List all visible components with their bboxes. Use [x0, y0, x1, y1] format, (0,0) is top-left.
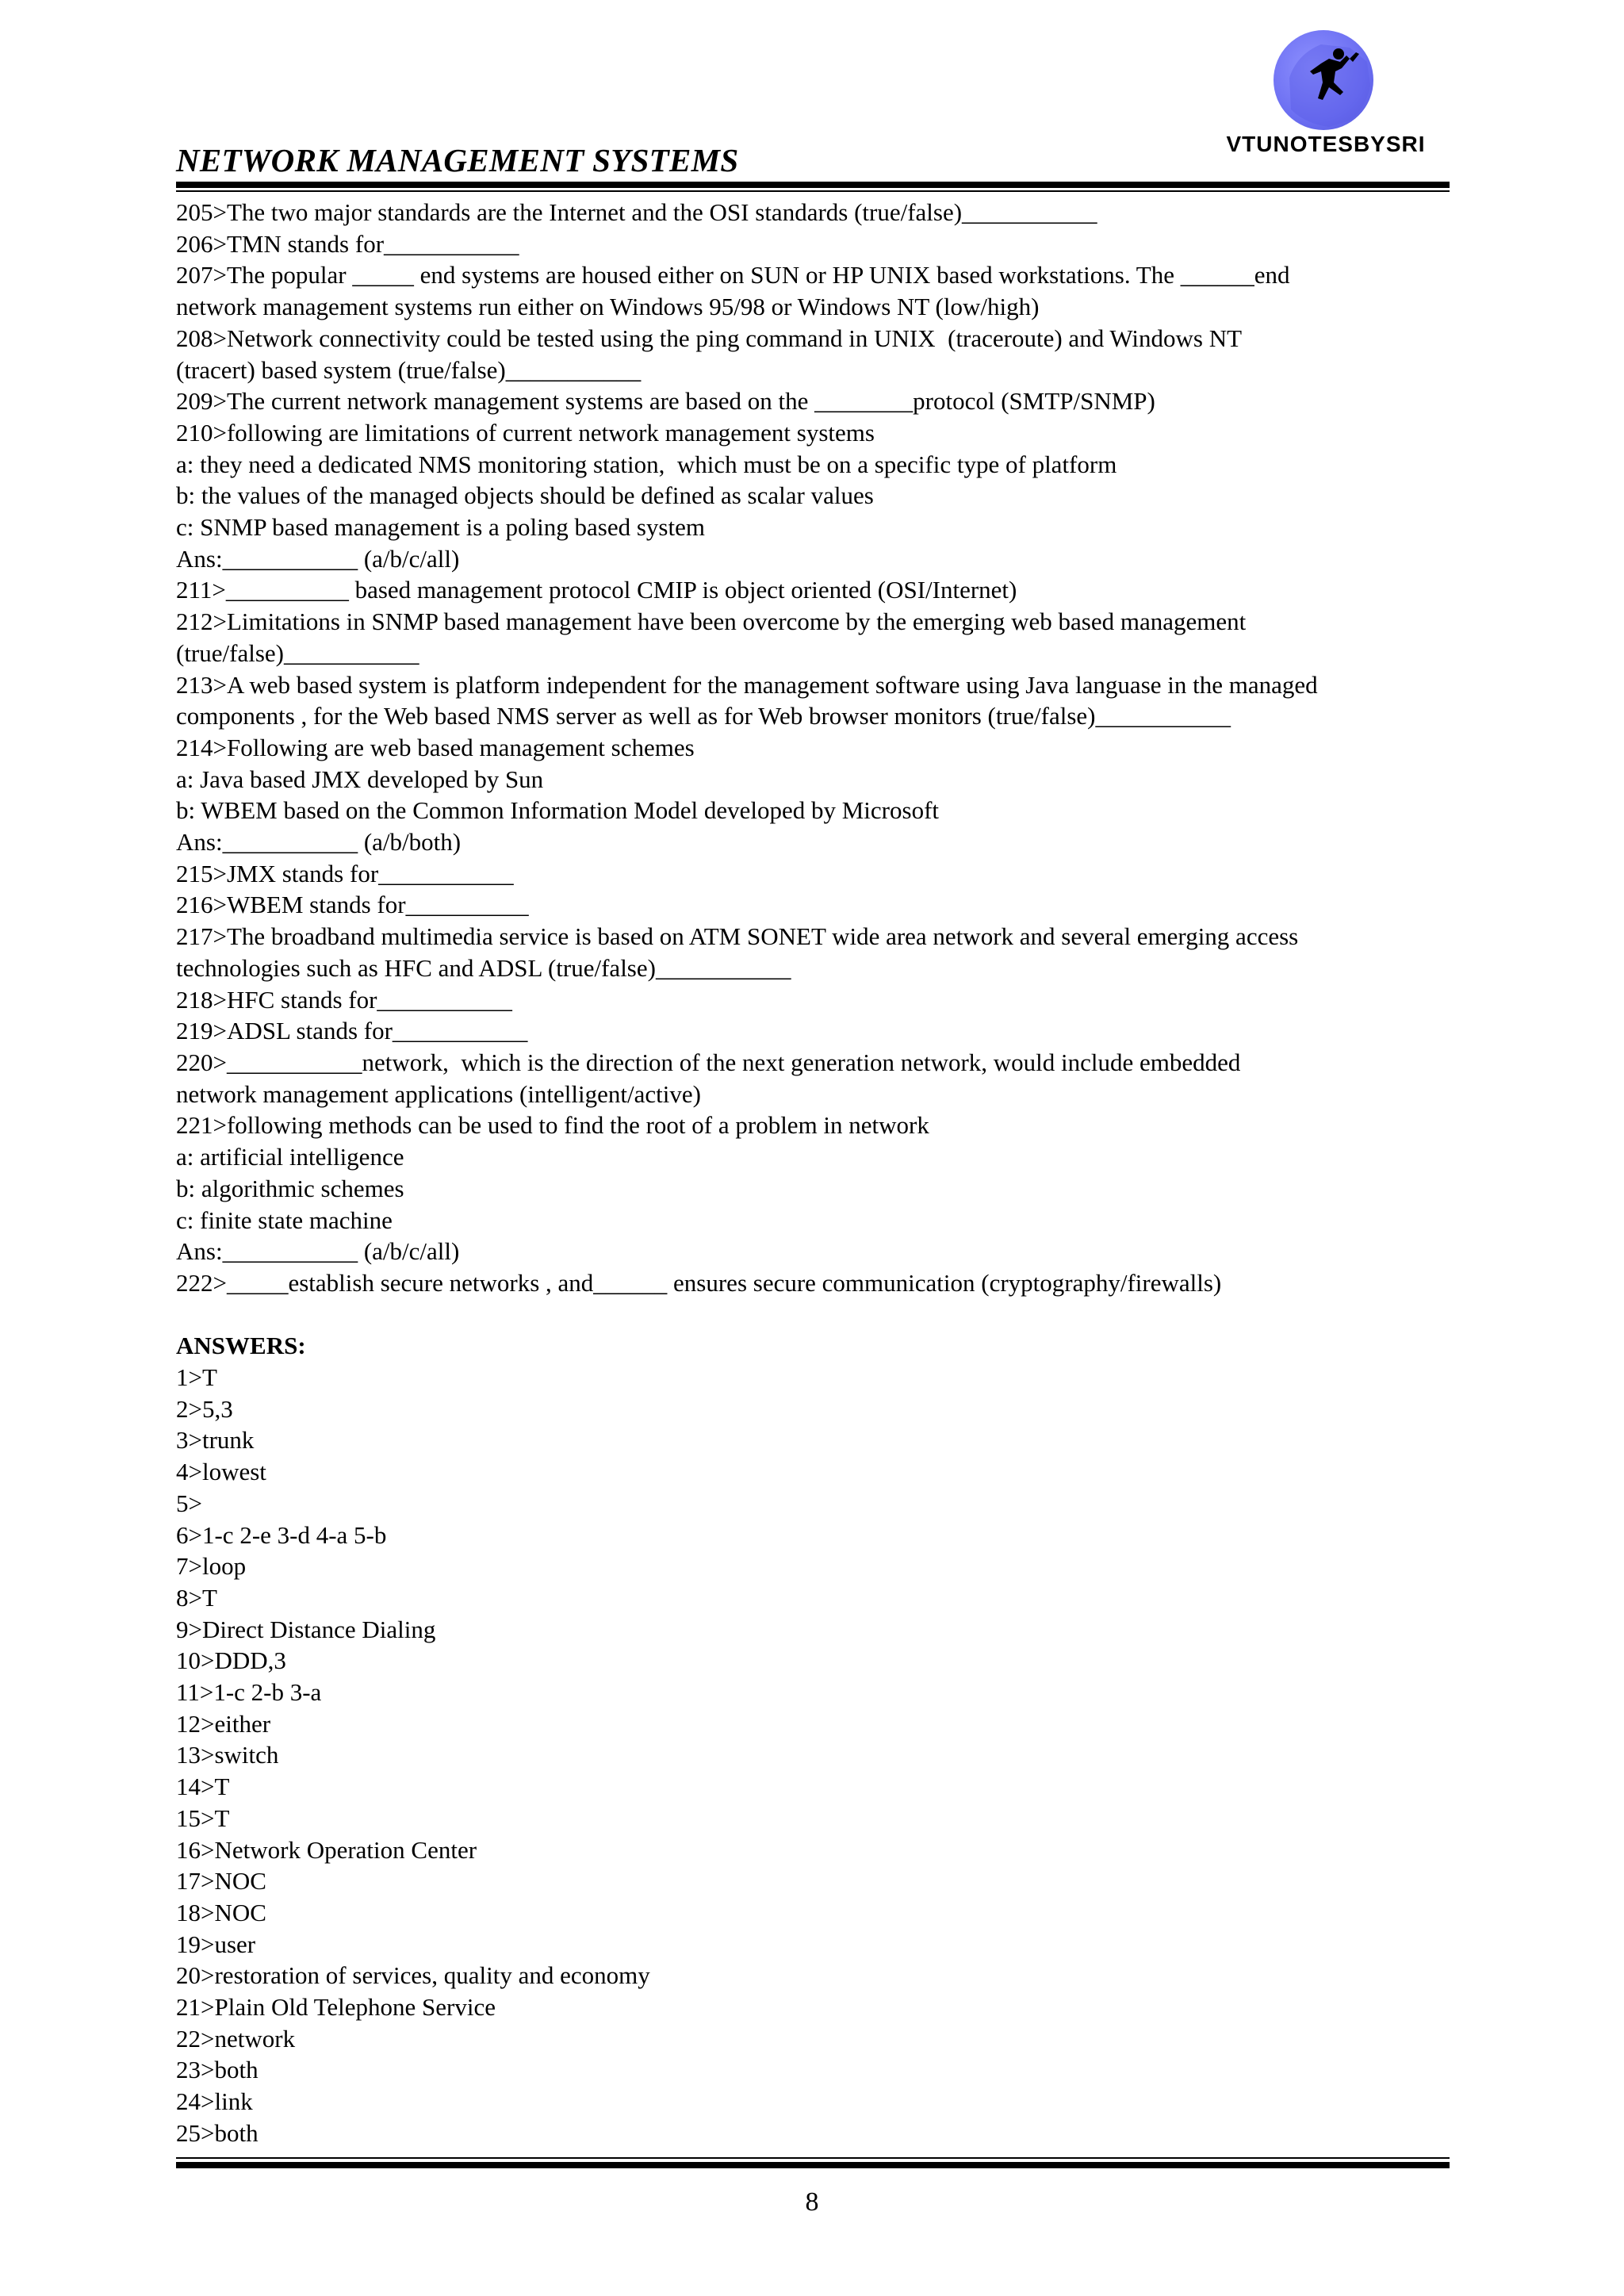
section-spacer — [176, 1299, 1450, 1331]
answer-line: 19>user — [176, 1930, 256, 1958]
question-line: Ans:___________ (a/b/both) — [176, 828, 462, 857]
question-line: 218>HFC stands for___________ — [176, 985, 512, 1014]
answer-line: 12>either — [176, 1709, 271, 1738]
question-line: a: artificial intelligence — [176, 1143, 404, 1171]
answer-line: 14>T — [176, 1773, 230, 1801]
question-line: Ans:___________ (a/b/c/all) — [176, 544, 460, 573]
logo-text: VTUNOTESBYSRI — [1226, 132, 1426, 156]
question-line: 206>TMN stands for___________ — [176, 229, 519, 258]
question-line: 213>A web based system is platform independent for the management software using Java languase in the managed — [176, 670, 1318, 699]
question-line: 205>The two major standards are the Internet and the OSI standards (true/false)___________ — [176, 198, 1097, 226]
answer-line: 4>lowest — [176, 1458, 266, 1486]
question-line: technologies such as HFC and ADSL (true/false)___________ — [176, 953, 791, 982]
answer-line: 3>trunk — [176, 1426, 255, 1455]
answer-line: 16>Network Operation Center — [176, 1835, 477, 1864]
answer-line: 10>DDD,3 — [176, 1646, 286, 1675]
answer-line: 2>5,3 — [176, 1394, 233, 1423]
page-content — [176, 197, 1450, 2149]
question-line: 214>Following are web based management schemes — [176, 733, 695, 761]
header-rule-thin — [176, 190, 1450, 192]
question-line: 221>following methods can be used to find the root of a problem in network — [176, 1111, 929, 1140]
question-line: 220>___________network, which is the direction of the next generation network, would include embedded — [176, 1048, 1241, 1076]
question-line: (tracert) based system (true/false)___________ — [176, 355, 642, 384]
question-line: 217>The broadband multimedia service is based on ATM SONET wide area network and several emerging access — [176, 922, 1299, 951]
question-line: 219>ADSL stands for___________ — [176, 1017, 528, 1045]
question-line: a: Java based JMX developed by Sun — [176, 765, 544, 793]
answer-line: 6>1-c 2-e 3-d 4-a 5-b — [176, 1520, 387, 1549]
answer-line: 7>loop — [176, 1552, 247, 1581]
question-line: b: the values of the managed objects should be defined as scalar values — [176, 481, 874, 510]
answer-line: 17>NOC — [176, 1867, 266, 1895]
answer-line: 24>link — [176, 2087, 253, 2116]
climber-icon — [1274, 30, 1373, 130]
question-line: c: SNMP based management is a poling based system — [176, 513, 705, 542]
answer-line: 9>Direct Distance Dialing — [176, 1615, 436, 1643]
answers-heading: ANSWERS: — [176, 1332, 306, 1360]
question-line: 207>The popular _____ end systems are housed either on SUN or HP UNIX based workstations. The ______end — [176, 261, 1290, 289]
question-line: components , for the Web based NMS server as well as for Web browser monitors (true/false)___________ — [176, 702, 1231, 730]
question-line: 216>WBEM stands for__________ — [176, 891, 529, 919]
logo-climber-icon — [1274, 30, 1373, 130]
answer-line: 13>switch — [176, 1741, 279, 1769]
question-line: 211>__________ based management protocol CMIP is object oriented (OSI/Internet) — [176, 576, 1017, 604]
question-line: 215>JMX stands for___________ — [176, 859, 514, 887]
question-list — [176, 197, 1450, 1299]
footer-rule-thick — [176, 2162, 1450, 2168]
answer-line: 8>T — [176, 1583, 217, 1612]
question-line: 210>following are limitations of current network management systems — [176, 418, 875, 447]
question-line: 222>_____establish secure networks , and______ ensures secure communication (cryptography/firewalls) — [176, 1268, 1222, 1297]
question-line: a: they need a dedicated NMS monitoring station, which must be on a specific type of platform — [176, 450, 1117, 478]
question-line: 208>Network connectivity could be tested using the ping command in UNIX (traceroute) and Windows NT — [176, 324, 1243, 352]
answers-section — [176, 1330, 1450, 2148]
page-header-title: NETWORK MANAGEMENT SYSTEMS — [176, 142, 739, 178]
question-line: network management systems run either on Windows 95/98 or Windows NT (low/high) — [176, 293, 1040, 321]
question-line: c: finite state machine — [176, 1205, 393, 1234]
answer-line: 22>network — [176, 2024, 296, 2053]
answer-line: 15>T — [176, 1803, 230, 1832]
answer-line: 11>1-c 2-b 3-a — [176, 1678, 322, 1707]
question-line: 209>The current network management systems are based on the ________protocol (SMTP/SNMP) — [176, 387, 1155, 416]
answer-line: 1>T — [176, 1363, 217, 1391]
answer-line: 18>NOC — [176, 1898, 266, 1926]
question-line: network management applications (intelligent/active) — [176, 1079, 701, 1108]
question-line: Ans:___________ (a/b/c/all) — [176, 1237, 460, 1266]
question-line: b: algorithmic schemes — [176, 1174, 404, 1202]
page-number: 8 — [805, 2187, 819, 2217]
footer-rule-thin — [176, 2157, 1450, 2159]
question-line: b: WBEM based on the Common Information Model developed by Microsoft — [176, 796, 939, 825]
header-rule-thick — [176, 182, 1450, 188]
answer-line: 5> — [176, 1489, 202, 1517]
answer-line: 20>restoration of services, quality and economy — [176, 1961, 650, 1990]
answer-line: 21>Plain Old Telephone Service — [176, 1993, 496, 2022]
question-line: (true/false)___________ — [176, 638, 419, 667]
answer-line: 23>both — [176, 2056, 259, 2084]
question-line: 212>Limitations in SNMP based management have been overcome by the emerging web based management — [176, 608, 1247, 636]
answer-line: 25>both — [176, 2118, 259, 2147]
